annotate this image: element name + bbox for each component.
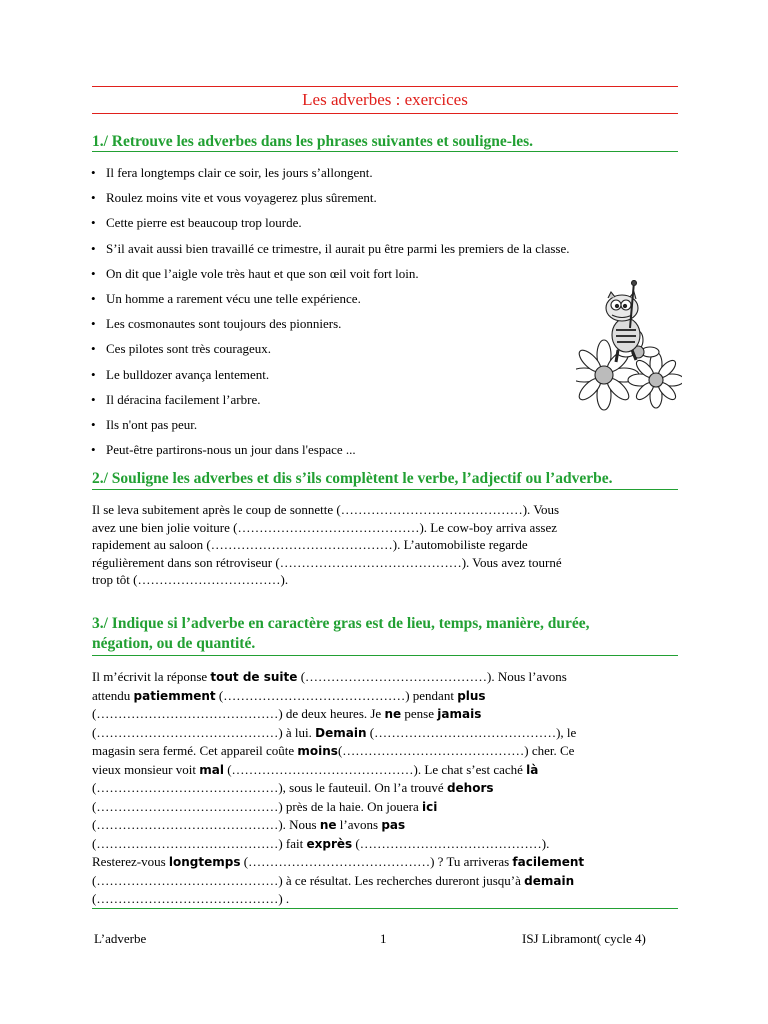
bold-adverb: ne <box>319 818 337 832</box>
text-segment: (……………………………………). Le chat s’est caché <box>223 761 527 777</box>
bold-adverb: demain <box>524 873 575 888</box>
text-segment: Il m’écrivit la réponse <box>92 669 211 684</box>
sentence: Peut-être partirons-nous un jour dans l'espace ... <box>106 442 356 458</box>
title-rule-top <box>92 86 678 87</box>
bold-adverb: dehors <box>446 781 494 795</box>
title-rule-bottom <box>92 113 678 114</box>
list-item <box>91 339 570 364</box>
list-item <box>91 390 570 415</box>
exercise-3-text <box>92 668 667 908</box>
list-item <box>91 239 570 264</box>
list-item <box>91 163 570 188</box>
text-line <box>92 835 667 854</box>
text-line: trop tôt (……………………………). <box>92 572 289 587</box>
footer-right: ISJ Libramont( cycle 4) <box>522 931 646 946</box>
text-segment: attendu <box>92 687 134 703</box>
text-segment: (……………………………………). <box>352 835 550 851</box>
text-segment: Resterez-vous <box>92 854 169 869</box>
bullet-icon: • <box>91 341 96 357</box>
sentence: S’il avait aussi bien travaillé ce trimestre, il aurait pu être parmi les premiers de la classe. <box>106 240 570 256</box>
exercise-2-rule <box>92 489 678 490</box>
bullet-icon: • <box>91 442 96 458</box>
text-line: Il se leva subitement après le coup de sonnette (……………………………………). Vous <box>92 502 560 517</box>
bold-adverb: pas <box>381 818 406 832</box>
text-line <box>92 872 667 891</box>
list-item <box>91 365 570 390</box>
text-line <box>92 798 667 817</box>
bold-adverb: ne <box>384 707 402 721</box>
text-segment: l’avons <box>336 817 382 832</box>
sentence: Il fera longtemps clair ce soir, les jours s’allongent. <box>106 165 373 180</box>
bold-adverb: patiemment <box>133 688 216 703</box>
text-segment: pense <box>401 706 438 721</box>
bullet-icon: • <box>91 391 96 407</box>
text-segment: (……………………………………). Nous l’avons <box>297 669 567 684</box>
list-item <box>91 188 570 213</box>
bold-adverb: moins <box>297 744 338 758</box>
list-item <box>91 415 570 440</box>
footer-rule <box>92 908 678 909</box>
exercise-3-heading-line: 3./ Indique si l’adverbe en caractère gras est de lieu, temps, manière, durée, <box>92 615 590 632</box>
text-line <box>92 705 667 724</box>
text-segment: (……………………………………) à ce résultat. Les recherches dureront jusqu’à <box>92 872 525 888</box>
text-line <box>92 687 667 706</box>
bullet-icon: • <box>91 366 96 382</box>
text-line <box>92 668 667 687</box>
text-line: rapidement au saloon (……………………………………). L’automobiliste regarde <box>92 537 528 552</box>
sentence: Le bulldozer avança lentement. <box>106 366 270 382</box>
sentence: On dit que l’aigle vole très haut et que son œil voit fort loin. <box>106 265 419 281</box>
bullet-icon: • <box>91 190 96 206</box>
list-item <box>91 213 570 238</box>
list-item <box>91 440 570 465</box>
bullet-icon: • <box>91 165 96 180</box>
text-segment: magasin sera fermé. Cet appareil coûte <box>92 743 298 758</box>
page-title: Les adverbes : exercices <box>302 90 468 109</box>
sentence: Un homme a rarement vécu une telle expérience. <box>106 290 361 306</box>
text-segment: vieux monsieur voit <box>92 761 200 777</box>
bullet-icon: • <box>91 290 96 306</box>
list-item <box>91 314 570 339</box>
exercise-3-heading-line: négation, ou de quantité. <box>92 635 256 652</box>
text-segment: (……………………………………) cher. Ce <box>337 743 575 758</box>
page-number: 1 <box>380 931 387 946</box>
bold-adverb: ici <box>422 799 438 814</box>
text-segment: (……………………………………) fait <box>92 835 307 851</box>
bullet-icon: • <box>91 316 96 332</box>
text-line <box>92 761 667 780</box>
list-item <box>91 264 570 289</box>
text-segment: (……………………………………) ? Tu arriveras <box>240 854 513 869</box>
text-segment: (……………………………………) à lui. <box>92 724 316 740</box>
bold-adverb: là <box>526 762 539 777</box>
sentence: Les cosmonautes sont toujours des pionniers. <box>106 316 342 332</box>
exercise-3-rule <box>92 655 678 656</box>
sentence: Ces pilotes sont très courageux. <box>106 341 271 357</box>
list-item <box>91 289 570 314</box>
bold-adverb: mal <box>199 762 224 777</box>
text-line <box>92 853 667 872</box>
text-line <box>92 724 667 743</box>
text-line <box>92 816 667 835</box>
exercise-1-heading: 1./ Retrouve les adverbes dans les phrases suivantes et souligne-les. <box>92 133 534 150</box>
text-segment: (……………………………………) . <box>92 891 290 906</box>
exercise-2-text <box>92 501 667 589</box>
bold-adverb: tout de suite <box>210 670 298 684</box>
exercise-2-heading: 2./ Souligne les adverbes et dis s’ils complètent le verbe, l’adjectif ou l’adverbe. <box>92 470 613 487</box>
footer-left: L’adverbe <box>94 931 147 946</box>
text-line: avez une bien jolie voiture (……………………………………). Le cow-boy arriva assez <box>92 519 557 535</box>
text-line <box>92 890 667 908</box>
bold-adverb: jamais <box>437 707 482 721</box>
exercise-1-list <box>91 163 570 465</box>
text-segment: (……………………………………). Nous <box>92 817 320 832</box>
bold-adverb: Demain <box>315 725 367 740</box>
text-segment: (……………………………………) pendant <box>215 687 458 703</box>
bullet-icon: • <box>91 416 96 432</box>
sentence: Cette pierre est beaucoup trop lourde. <box>106 215 302 231</box>
text-line: régulièrement dans son rétroviseur (……………………………………). Vous avez tourné <box>92 554 562 570</box>
bullet-icon: • <box>91 265 96 281</box>
sentence: Il déracina facilement l’arbre. <box>106 391 261 407</box>
bold-adverb: plus <box>457 688 486 703</box>
text-segment: (……………………………………), sous le fauteuil. On l’a trouvé <box>92 780 447 795</box>
text-segment: (……………………………………), le <box>366 724 577 740</box>
text-line <box>92 779 667 798</box>
sentence: Roulez moins vite et vous voyagerez plus sûrement. <box>106 190 377 206</box>
text-line <box>92 742 667 761</box>
bold-adverb: facilement <box>512 855 585 869</box>
text-segment: (……………………………………) près de la haie. On jouera <box>92 798 422 814</box>
sentence: Ils n'ont pas peur. <box>106 416 198 432</box>
exercise-1-rule <box>92 151 678 152</box>
bullet-icon: • <box>91 215 96 231</box>
bold-adverb: longtemps <box>168 855 241 869</box>
text-segment: (……………………………………) de deux heures. Je <box>92 706 385 721</box>
bold-adverb: exprès <box>306 836 353 851</box>
bullet-icon: • <box>91 240 96 256</box>
garfield-on-flowers-image <box>576 280 682 420</box>
exercise-3-heading <box>92 614 678 654</box>
